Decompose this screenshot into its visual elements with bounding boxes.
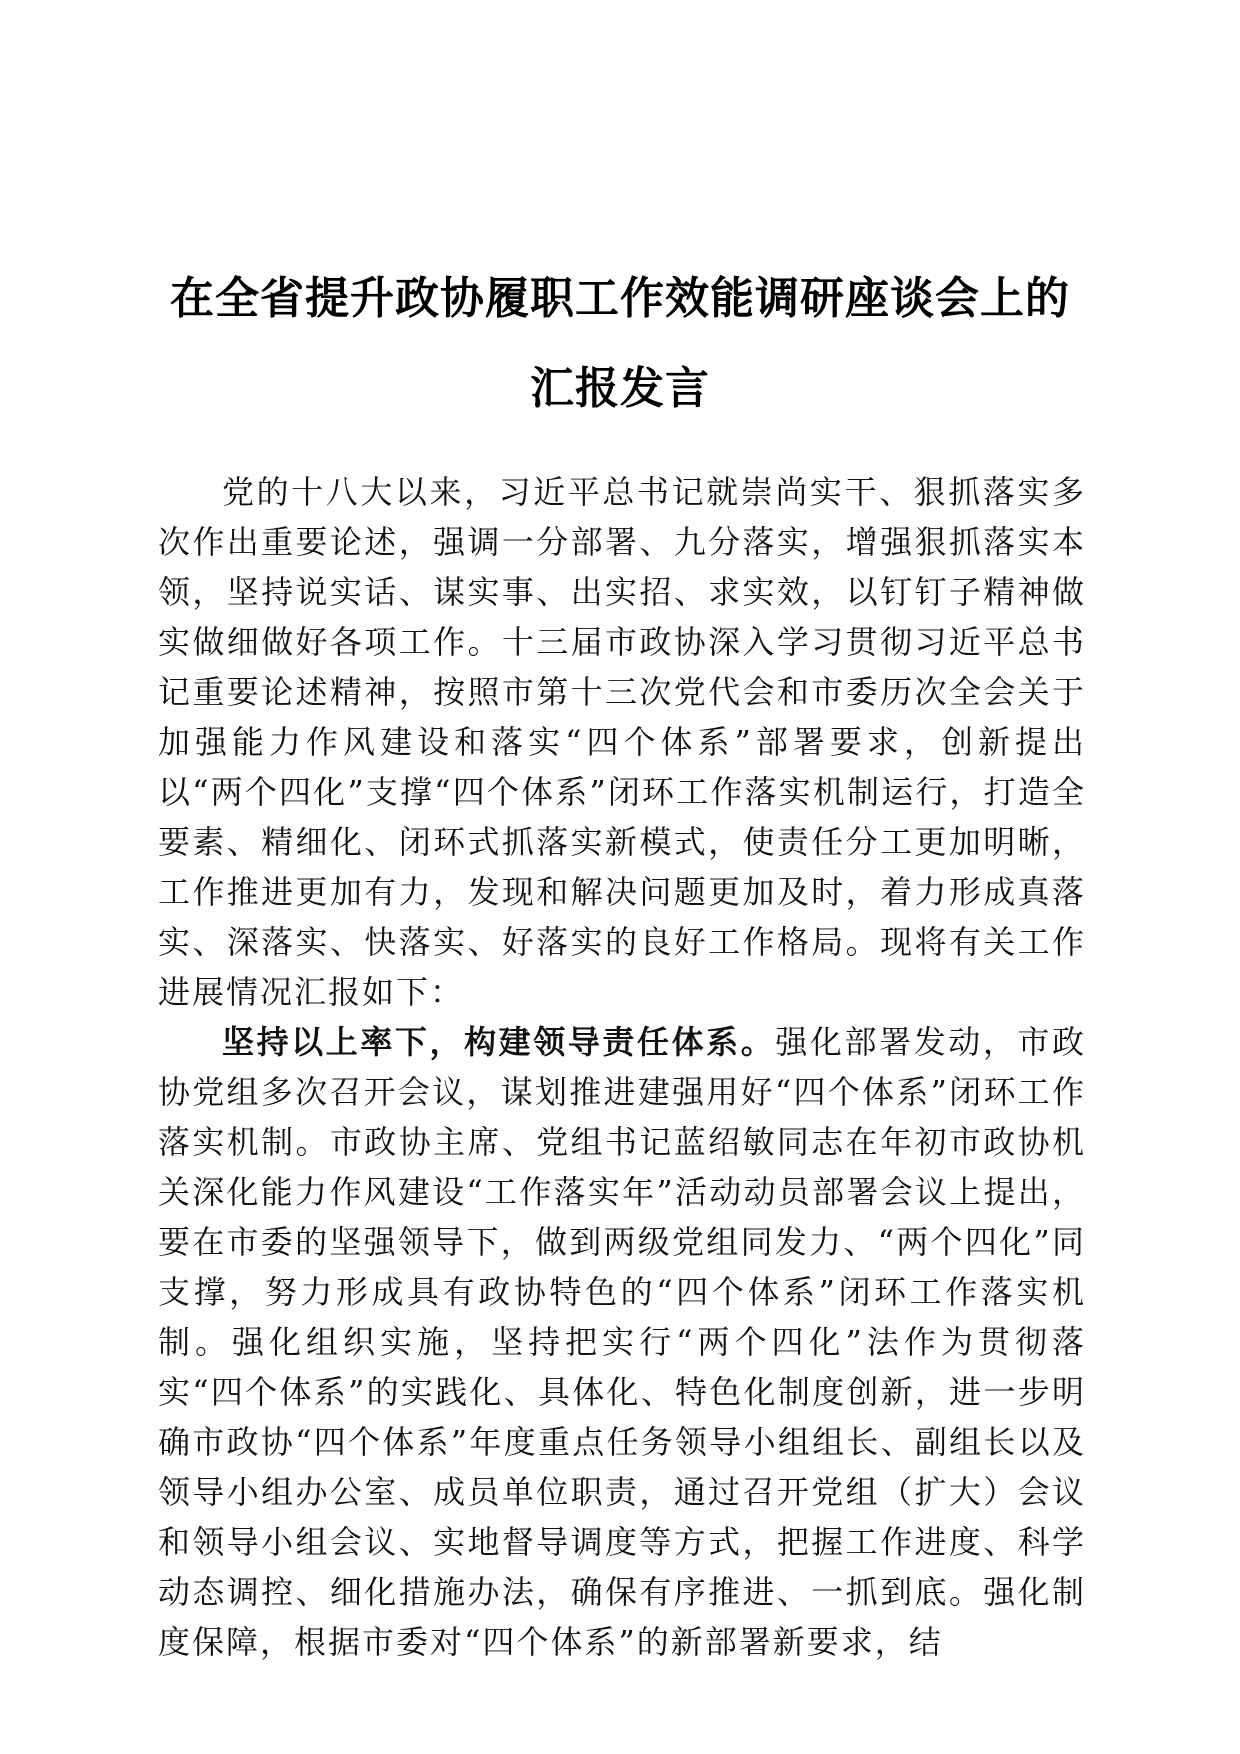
paragraph-leadership-text: 强化部署发动，市政协党组多次召开会议，谋划推进建强用好“四个体系”闭环工作落实机制。市政协主席、党组书记蓝绍敏同志在年初市政协机关深化能力作风建设“工作落实年”活动动员部署会议上提出，要在市委的坚强领导下，做到两级党组同发力、“两个四化”同支撑，努力形成具有政协特色的“四个体系”闭环工作落实机制。强化组织实施，坚持把实行“两个四化”法作为贯彻落实“四个体系”的实践化、具体化、特色化制度创新，进一步明确市政协“四个体系”年度重点任务领导小组组长、副组长以及领导小组办公室、成员单位职责，通过召开党组（扩大）会议和领导小组会议、实地督导调度等方式，把握工作进度、科学动态调控、细化措施办法，确保有序推进、一抓到底。强化制度保障，根据市委对“四个体系”的新部署新要求，结 bbox=[158, 1023, 1086, 1661]
paragraph-intro: 党的十八大以来，习近平总书记就崇尚实干、狠抓落实多次作出重要论述，强调一分部署、九分落实，增强狠抓落实本领，坚持说实话、谋实事、出实招、求实效，以钉钉子精神做实做细做好各项工作。十三届市政协深入学习贯彻习近平总书记重要论述精神，按照市第十三次党代会和市委历次全会关于加强能力作风建设和落实“四个体系”部署要求，创新提出以“两个四化”支撑“四个体系”闭环工作落实机制运行，打造全要素、精细化、闭环式抓落实新模式，使责任分工更加明晰，工作推进更加有力，发现和解决问题更加及时，着力形成真落实、深落实、快落实、好落实的良好工作格局。现将有关工作进展情况汇报如下： bbox=[158, 473, 1086, 1011]
document-body bbox=[158, 467, 1086, 1667]
paragraph-lead-heading: 坚持以上率下，构建领导责任体系。 bbox=[222, 1023, 776, 1061]
title-line-1: 在全省提升政协履职工作效能调研座谈会上的 bbox=[170, 273, 1070, 325]
title-line-2: 汇报发言 bbox=[530, 363, 710, 415]
document-title bbox=[140, 254, 1100, 434]
paragraph-leadership bbox=[158, 1017, 1086, 1667]
